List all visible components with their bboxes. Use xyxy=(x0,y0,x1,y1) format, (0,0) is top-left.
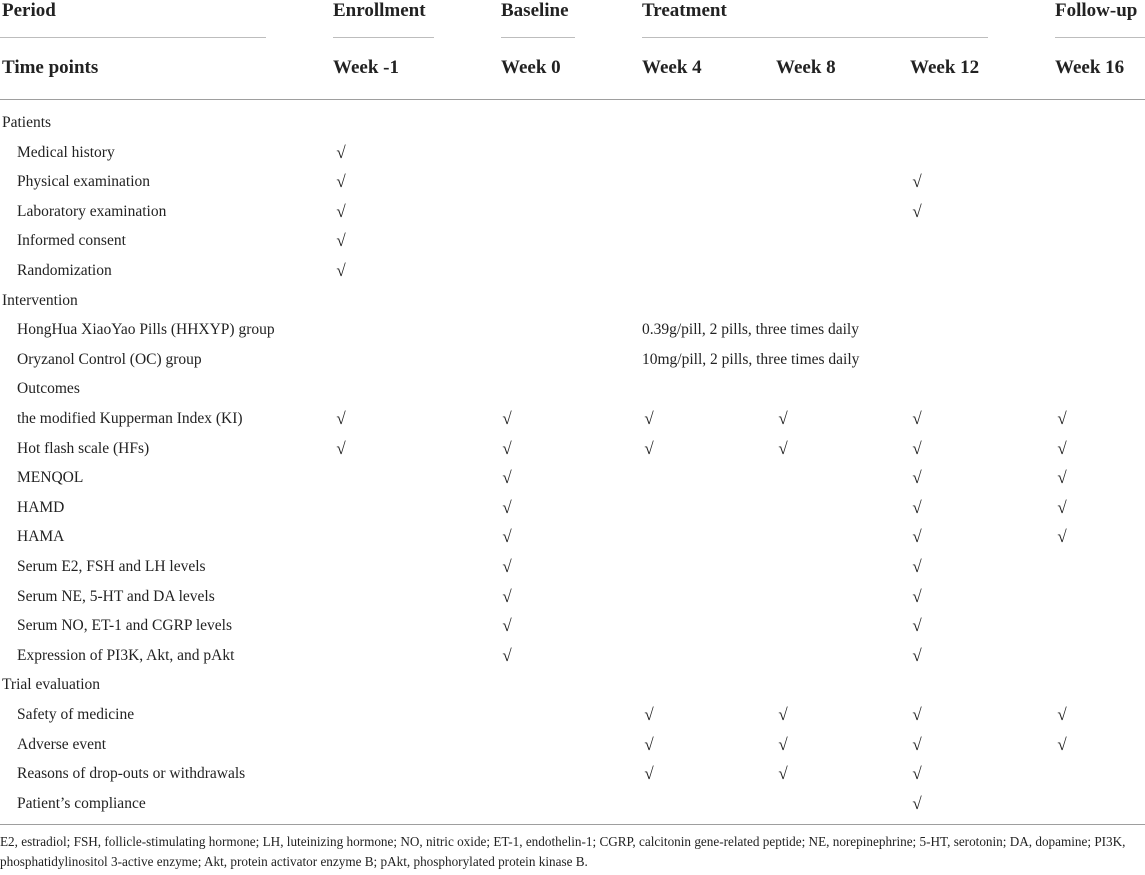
check-mark: √ xyxy=(502,497,512,517)
table-row xyxy=(0,611,1145,640)
period-header: Period xyxy=(2,0,56,21)
check-mark: √ xyxy=(502,468,512,488)
baseline-underline xyxy=(501,37,575,38)
enrollment-underline xyxy=(333,37,434,38)
table-row xyxy=(0,315,1145,344)
row-label: HongHua XiaoYao Pills (HHXYP) group xyxy=(17,321,275,339)
check-mark: √ xyxy=(1057,527,1067,547)
row-label: Outcomes xyxy=(17,380,80,398)
table-row xyxy=(0,138,1145,167)
check-mark: √ xyxy=(336,172,346,192)
row-label: Serum NO, ET-1 and CGRP levels xyxy=(17,617,232,635)
treatment-header: Treatment xyxy=(642,0,727,21)
row-label: Physical examination xyxy=(17,173,151,191)
table-row xyxy=(0,670,1145,699)
row-label: Serum E2, FSH and LH levels xyxy=(17,558,206,575)
check-mark: √ xyxy=(644,764,654,784)
table-footnote: E2, estradiol; FSH, follicle-stimulating hormone; LH, luteinizing hormone; NO, nitric oxide; ET-1, endothelin-1; CGRP, calcitonin gene-related peptide; NE, norepinephrine; 5-HT, serotonin; DA, dopamine; PI3K, phosphatidylinositol 3-active enzyme; Akt, protein activator enzyme B; pAkt, phosphorylated protein kinase B. xyxy=(0,834,1126,869)
check-mark: √ xyxy=(912,586,922,606)
check-mark: √ xyxy=(502,616,512,636)
followup-underline xyxy=(1055,37,1145,38)
section-label: Intervention xyxy=(2,291,78,309)
check-mark: √ xyxy=(1057,734,1067,754)
check-mark: √ xyxy=(912,793,922,813)
table-row xyxy=(0,434,1145,463)
row-label: HAMA xyxy=(17,528,65,546)
check-mark: √ xyxy=(912,764,922,784)
treatment-underline xyxy=(642,37,988,38)
table-row xyxy=(0,759,1145,788)
check-mark: √ xyxy=(778,409,788,428)
check-mark: √ xyxy=(778,705,788,724)
check-mark: √ xyxy=(336,261,346,280)
row-label: Medical history xyxy=(17,143,115,161)
section-label: Patients xyxy=(2,114,52,131)
row-label: Safety of medicine xyxy=(17,706,135,723)
check-mark: √ xyxy=(644,734,654,754)
check-mark: √ xyxy=(336,142,346,162)
row-label: Expression of PI3K, Akt, and pAkt xyxy=(17,646,235,664)
row-label: the modified Kupperman Index (KI) xyxy=(17,410,243,427)
row-label: Reasons of drop-outs or withdrawals xyxy=(17,765,246,783)
check-mark: √ xyxy=(502,527,512,547)
table-row xyxy=(0,582,1145,611)
table-row xyxy=(0,522,1145,551)
table-row xyxy=(0,552,1145,581)
period-underline xyxy=(0,37,266,38)
row-label: Oryzanol Control (OC) group xyxy=(17,350,202,368)
check-mark: √ xyxy=(912,438,922,458)
week-header: Week -1 xyxy=(333,57,399,78)
week-header: Week 8 xyxy=(776,57,836,78)
check-mark: √ xyxy=(912,557,922,576)
check-mark: √ xyxy=(1057,705,1067,724)
check-mark: √ xyxy=(336,409,346,428)
table-row xyxy=(0,493,1145,522)
row-label: Adverse event xyxy=(17,735,107,753)
check-mark: √ xyxy=(336,438,346,458)
table-row xyxy=(0,108,1145,137)
check-mark: √ xyxy=(778,734,788,754)
row-label: MENQOL xyxy=(17,469,84,487)
check-mark: √ xyxy=(336,201,346,221)
check-mark: √ xyxy=(778,764,788,784)
table-row xyxy=(0,256,1145,285)
check-mark: √ xyxy=(912,734,922,754)
row-label: Informed consent xyxy=(17,232,126,250)
followup-header: Follow-up xyxy=(1055,0,1138,21)
bottom-rule xyxy=(0,824,1145,825)
header-rule xyxy=(0,99,1145,100)
week-header: Week 4 xyxy=(642,57,702,78)
table-row xyxy=(0,404,1145,433)
check-mark: √ xyxy=(912,468,922,488)
check-mark: √ xyxy=(502,438,512,458)
check-mark: √ xyxy=(644,705,654,724)
week-header: Week 12 xyxy=(910,57,980,78)
table-row xyxy=(0,789,1145,818)
table-row xyxy=(0,345,1145,374)
check-mark: √ xyxy=(912,616,922,636)
check-mark: √ xyxy=(912,497,922,517)
dosage-text: 0.39g/pill, 2 pills, three times daily xyxy=(642,321,859,339)
check-mark: √ xyxy=(912,645,922,665)
dosage-text: 10mg/pill, 2 pills, three times daily xyxy=(642,350,860,368)
check-mark: √ xyxy=(912,409,922,428)
check-mark: √ xyxy=(644,409,654,428)
check-mark: √ xyxy=(502,557,512,576)
table-row xyxy=(0,730,1145,759)
enrollment-header: Enrollment xyxy=(333,0,426,21)
check-mark: √ xyxy=(502,586,512,606)
check-mark: √ xyxy=(336,231,346,251)
row-label: Hot flash scale (HFs) xyxy=(17,439,150,457)
check-mark: √ xyxy=(502,645,512,665)
check-mark: √ xyxy=(1057,409,1067,428)
table-row xyxy=(0,286,1145,315)
check-mark: √ xyxy=(912,201,922,221)
row-label: Laboratory examination xyxy=(17,202,167,220)
check-mark: √ xyxy=(912,172,922,192)
time-points-header: Time points xyxy=(2,57,99,78)
table-row xyxy=(0,197,1145,226)
table-row xyxy=(0,226,1145,255)
table-row xyxy=(0,641,1145,670)
check-mark: √ xyxy=(1057,468,1067,488)
table-row xyxy=(0,700,1145,729)
check-mark: √ xyxy=(644,438,654,458)
table-row xyxy=(0,463,1145,492)
check-mark: √ xyxy=(502,409,512,428)
check-mark: √ xyxy=(912,705,922,724)
check-mark: √ xyxy=(778,438,788,458)
check-mark: √ xyxy=(912,527,922,547)
row-label: Serum NE, 5-HT and DA levels xyxy=(17,587,215,605)
section-label: Trial evaluation xyxy=(2,676,101,694)
row-label: Patient’s compliance xyxy=(17,794,146,812)
row-label: Randomization xyxy=(17,262,112,279)
check-mark: √ xyxy=(1057,438,1067,458)
week-header: Week 0 xyxy=(501,57,561,78)
baseline-header: Baseline xyxy=(501,0,569,21)
week-header: Week 16 xyxy=(1055,57,1125,78)
row-label: HAMD xyxy=(17,498,65,516)
check-mark: √ xyxy=(1057,497,1067,517)
table-row xyxy=(0,167,1145,196)
table-row xyxy=(0,374,1145,403)
